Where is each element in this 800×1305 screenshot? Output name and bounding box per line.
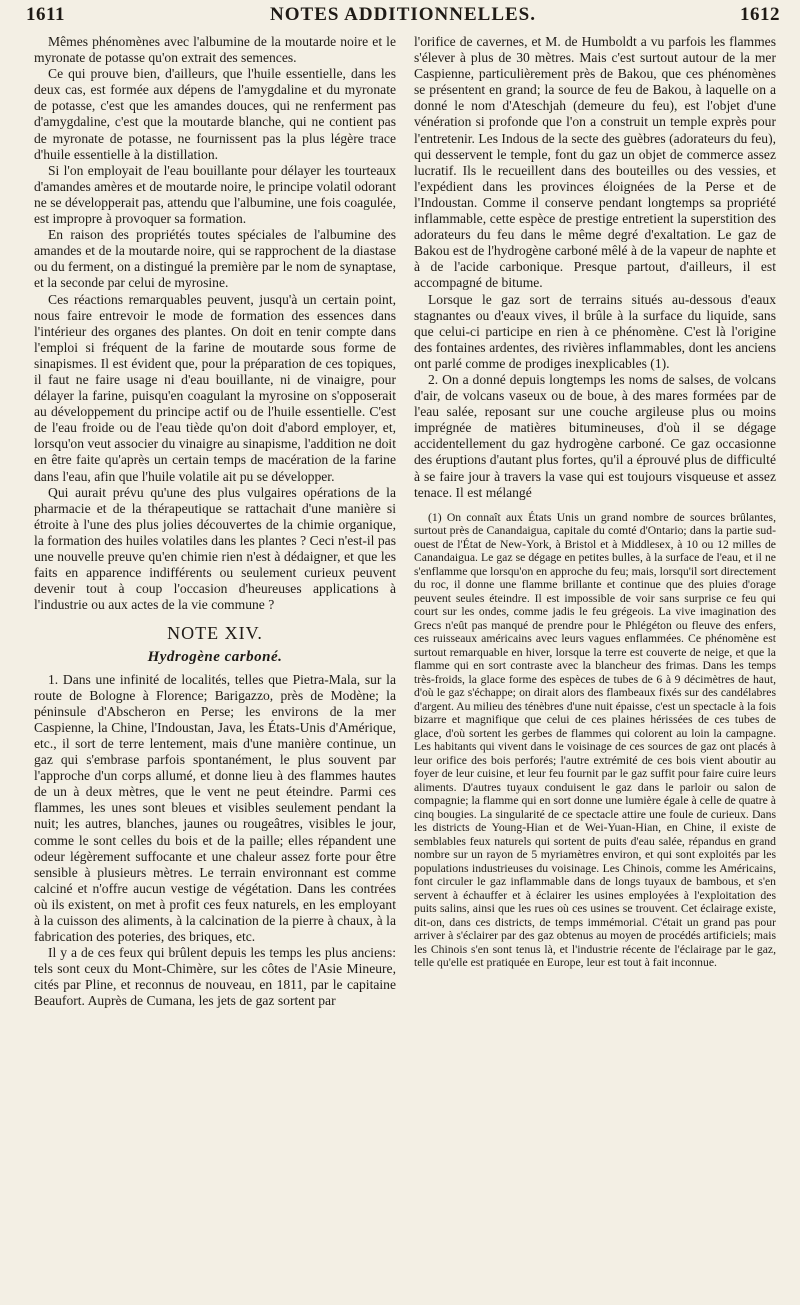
paragraph: 2. On a donné depuis longtemps les noms de salses, de volcans d'air, de volcans vaseux ou de boue, à des mares formées par de l'eau salée, reposant sur une couche argileuse plus ou moins imprégnée de matières bitumineuses, d'où il se dégage accidentellement du gaz hydrogène carboné. Ce gaz occasionne des éruptions d'autant plus fortes, qu'il a éprouvé plus de difficulté à se faire jour à travers la vase qui est toujours visqueuse et assez tenace. Il est mélangé [414, 371, 776, 500]
paragraph: Ces réactions remarquables peuvent, jusqu'à un certain point, nous faire entrevoir le mode de formation des essences dans l'intérieur des organes des plantes. On doit en tenir compte dans l'emploi si fréquent de la farine de moutarde sous forme de sinapismes. Il est évident que, pour la préparation de ces topiques, il faut ne faire usage ni d'eau bouillante, ni de vinaigre, pour délayer la farine, puisqu'en coagulant la myrosine on s'opposerait au développement du principe actif ou de l'huile essentielle. C'est de l'eau froide ou de l'eau tiède qu'on doit d'abord employer, et, lorsqu'on veut associer du vinaigre au sinapisme, l'addition ne doit en être faite qu'après un certain temps de macération de la farine dans l'eau, afin que l'huile volatile ait pu se développer. [34, 291, 396, 484]
paragraph: Lorsque le gaz sort de terrains situés au-dessous d'eaux stagnantes ou d'eaux vives, il brûle à la surface du liquide, sans que celui-ci participe en rien à ce phénomène. C'est là l'origine des fontaines ardentes, des rivières inflammables, dont les anciens ont parlé comme de prodiges inexplicables (1). [414, 291, 776, 371]
paragraph: Qui aurait prévu qu'une des plus vulgaires opérations de la pharmacie et de la thérapeutique se rattachait d'une manière si étroite à l'une des plus jolies découvertes de la chimie organique, la formation des huiles volatiles dans les plantes ? Ceci n'est-il pas une nouvelle preuve qu'en chimie rien n'est à dédaigner, et que les faits en apparence indifférents ou seulement curieux peuvent devenir tout à coup l'occasion d'heureuses applications à l'industrie ou aux actes de la vie commune ? [34, 484, 396, 613]
running-title: NOTES ADDITIONNELLES. [270, 4, 536, 25]
section-subheading: Hydrogène carboné. [147, 649, 283, 666]
paragraph: Il y a de ces feux qui brûlent depuis les temps les plus anciens: tels sont ceux du Mont-Chimère, sur les côtes de l'Asie Mineure, cités par Pline, et reconnus de nouveau, en 1811, par le capitaine Beaufort. Auprès de Cumana, les jets de gaz sortent par [34, 945, 396, 1009]
left-column [34, 34, 396, 1010]
paragraph: Ce qui prouve bien, d'ailleurs, que l'huile essentielle, dans les deux cas, est formée aux dépens de l'amygdaline et du myronate de potasse, c'est que les amandes douces, qui ne renferment pas d'amygdaline, c'est que la moutarde blanche, qui ne contient pas de myronate de potasse, ne fournissent pas la plus légère trace d'huile essentielle à la distillation. [34, 66, 396, 162]
paragraph: Si l'on employait de l'eau bouillante pour délayer les tourteaux d'amandes amères et de moutarde noire, le principe volatil odorant ne se développerait pas, attendu que l'albumine, une fois coagulée, est impropre à provoquer sa formation. [34, 162, 396, 227]
right-column [414, 34, 776, 970]
paragraph: l'orifice de cavernes, et M. de Humboldt a vu parfois les flammes s'élever à plus de 30 mètres. Mais c'est surtout autour de la mer Caspienne, particulièrement près de Bakou, que ces phénomènes se présentent en grand; la source de feu de Bakou, à laquelle on a donné le nom d'Ateschjah (demeure du feu), est l'objet d'une vénération si profonde que l'on a construit un temple exprès pour l'entretenir. Les Indous de la secte des guèbres (adorateurs du feu), qui desservent le temple, font du gaz un objet de commerce assez lucratif. Ils le recueillent dans des bouteilles ou des vessies, et l'expédient dans les provinces éloignées de la Perse et de l'Indoustan. Comme il conserve pendant longtemps sa propriété inflammable, cette espèce de prestige entretient la superstition des adorateurs du feu dans le même degré d'exaltation. Le gaz de Bakou est de l'hydrogène carboné mêlé à de la vapeur de naphte et à de l'acide carbonique. Presque partout, d'ailleurs, il est accompagné de bitume. [414, 34, 776, 291]
paragraph: 1. Dans une infinité de localités, telles que Pietra-Mala, sur la route de Bologne à Florence; Barigazzo, près de Modène; la péninsule d'Abscheron en Perse; les environs de la mer Caspienne, la Chine, l'Indoustan, Java, les États-Unis d'Amérique, etc., il sort de terre lentement, mais d'une manière continue, un gaz qui s'embrase parfois spontanément, le plus souvent par l'approche d'un corps allumé, et donne lieu à des flammes hautes de un à deux mètres, que le vent ne peut éteindre. Parmi ces flammes, les unes sont bleues et visibles seulement pendant la nuit; les autres, blanches, jaunes ou rougeâtres, visibles le jour, comme le sont celles du bois et de la paille; elles répandent une odeur légèrement suffocante et une chaleur assez forte pour être sensible à plusieurs mètres. Le terrain environnant est comme calciné et n'offre aucun vestige de végétation. Dans les contrées où ils existent, on met à profit ces feux naturels, en les employant à la cuisson des aliments, à la calcination de la pierre à chaux, à la fabrication des poteries, des briques, etc. [34, 671, 396, 945]
footnote [414, 511, 776, 970]
page-number-right: 1612 [740, 4, 780, 25]
footnote-text: (1) On connaît aux États Unis un grand nombre de sources brûlantes, surtout près de Canandaigua, capitale du comté d'Ontario; dans la partie sud-ouest de l'État de New-York, à Bristol et à Middlesex, à 10 ou 12 milles de Canandaigua. Le gaz se dégage en petites bulles, à la surface de l'eau, et il ne s'enflamme que lorsqu'on en approche du feu; mais, lorsqu'il sort directement du roc, il donne une flamme brillante et continue que des pluies d'orage peuvent seules éteindre. Il est impossible de voir sans surprise ce feu qui court sur les ondes, comme jadis le feu grégeois. La vive imagination des Grecs n'eût pas manqué de prendre pour le Phlégéton ou fleuve des enfers, ces ruisseaux américains avec leurs vagues enflammées. Ce phénomène est surtout remarquable en hiver, lorsque la terre est couverte de neige, et que la flamme qui en sort contraste avec la blancheur des frimas. Dans les temps très-froids, la glace forme des espèces de tubes de 6 à 9 décimètres de haut, d'où le gaz s'échappe; on dirait alors des flambeaux fixés sur des candélabres d'argent. Au milieu des ténèbres d'une nuit épaisse, c'est un spectacle à la fois bizarre et magnifique que celui de ces plaines hérissées de ces tubes de glace, d'où sortent les gerbes de flammes qui colorent au loin la campagne. Les habitants qui vivent dans le voisinage de ces sources de gaz ont placés à leur orifice des bois perforés; l'autre extrémité de ces bois vient aboutir au foyer de leur cuisine, et leur feu fournit par le gaz suffit pour faire cuire leurs aliments. D'autres tuyaux conduisent le gaz dans le parloir ou salon de compagnie; la flamme qui en sort donne une lumière égale à celle de quatre à cinq bougies. La singularité de ce spectacle attire une foule de curieux. Dans les districts de Young-Hian et de Wei-Yuan-Hian, en Chine, il existe de semblables feux naturels qui sortent de puits d'eau salée, répandus en grand nombre sur un rayon de 5 myriamètres environ, et qui sont exploités par les populations industrieuses du voisinage. Les Chinois, comme les Américains, font circuler le gaz inflammable dans de longs tuyaux de bambous, et s'en servent à échauffer et à éclairer les usines employées à l'exploitation des puits salins, ainsi que les rues où ces usines se trouvent. Cet éclairage existe, dit-on, dans ces districts, de temps immémorial. C'était un grand pas pour arriver à s'éclairer par des gaz obtenus au moyen de procédés artificiels; mais les Chinois s'en sont tenus là, et l'industrie récente de l'éclairage par le gaz, telle qu'elle est pratiquée en Europe, leur est tout à fait inconnue. [414, 510, 776, 970]
paragraph: En raison des propriétés toutes spéciales de l'albumine des amandes et de la moutarde noire, qui se rapprochent de la diastase ou du ferment, on a distingué la première par le nom de synaptase, et la seconde par celui de myrosine. [34, 227, 396, 291]
running-header [26, 4, 780, 32]
note-heading: NOTE XIV. [167, 623, 263, 644]
paragraph: Mêmes phénomènes avec l'albumine de la moutarde noire et le myronate de potasse qu'on extrait des semences. [34, 34, 396, 66]
page-number-left: 1611 [26, 4, 65, 25]
